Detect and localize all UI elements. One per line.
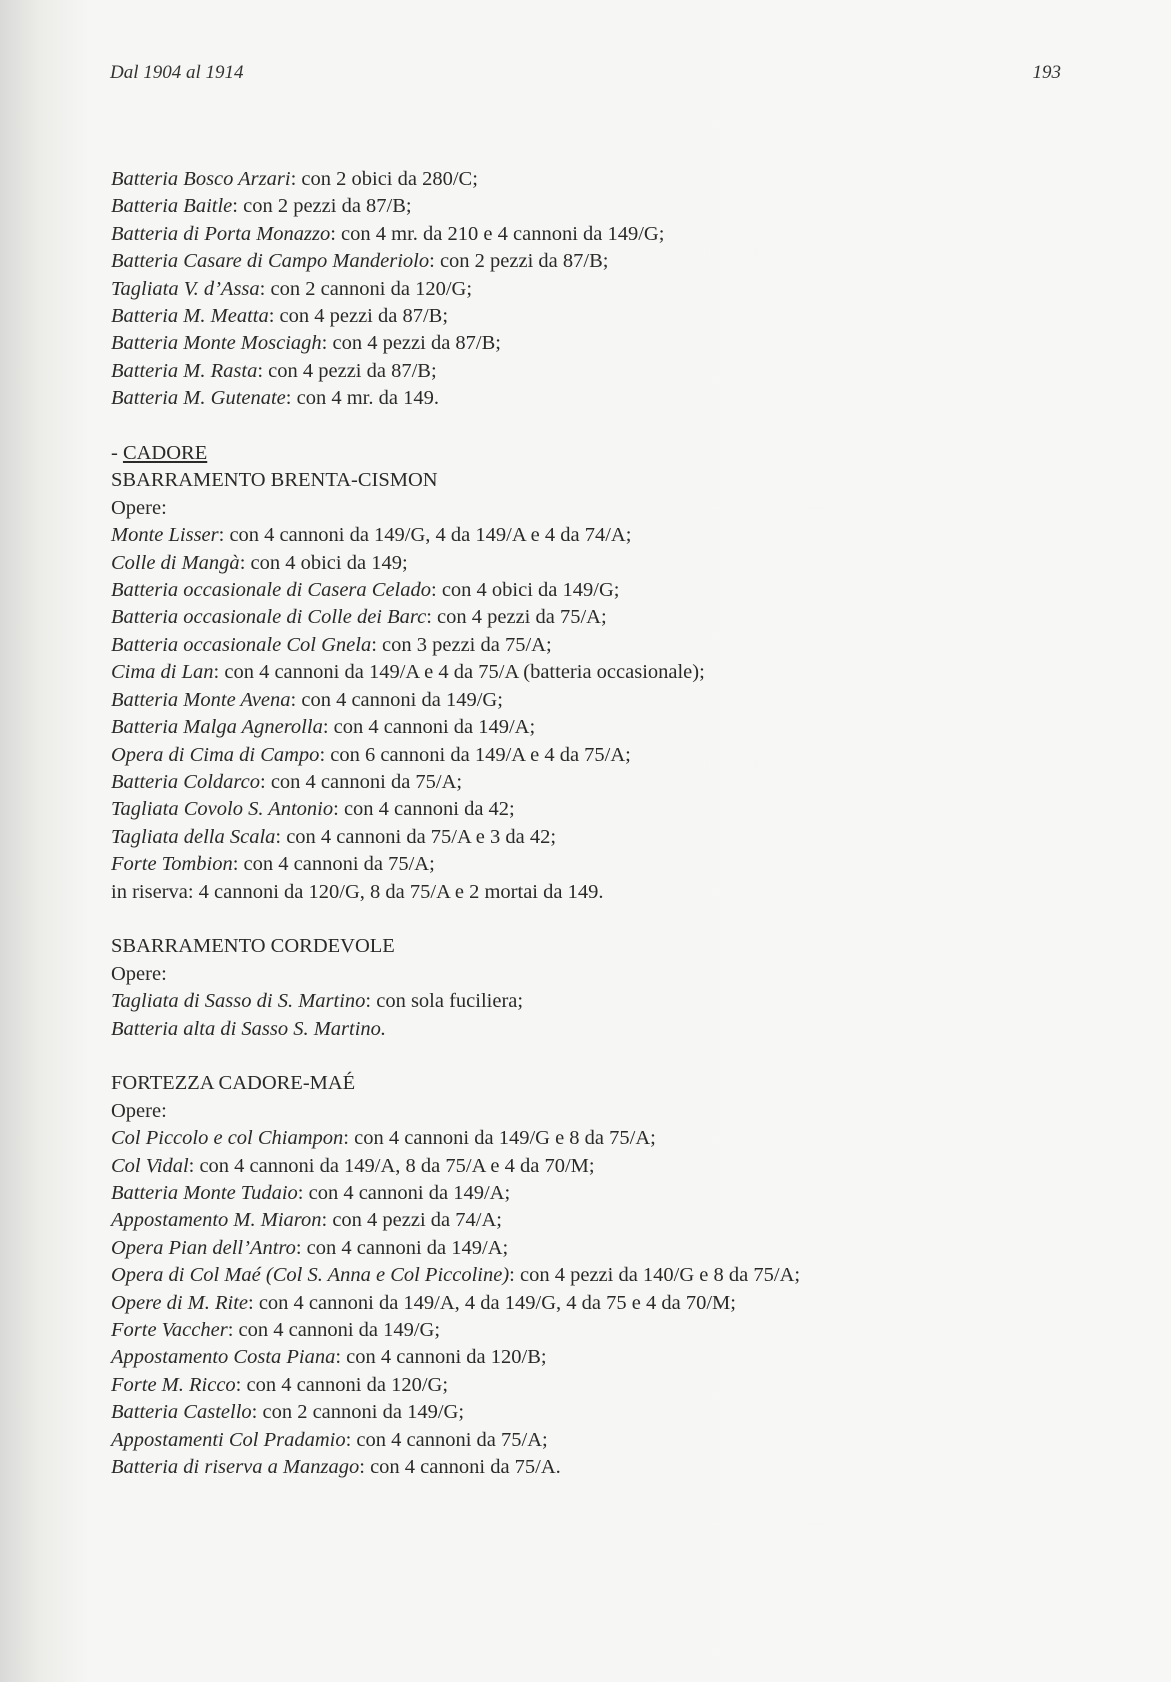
item-name: Tagliata Covolo S. Antonio — [111, 798, 334, 821]
item-description: : con 4 obici da 149; — [239, 551, 408, 574]
page-body — [111, 166, 1071, 1481]
subsection-title: SBARRAMENTO BRENTA-CISMON — [111, 469, 438, 492]
item-description: : con 4 cannoni da 149/G, 4 da 149/A e 4 da 74/A; — [218, 524, 632, 547]
item-description: : con 2 pezzi da 87/B; — [232, 195, 412, 218]
item-description: : con 4 mr. da 149. — [285, 387, 439, 410]
list-item — [111, 714, 1071, 741]
item-name: Batteria M. Gutenate — [111, 387, 286, 410]
item-description: : con 4 cannoni da 149/G; — [227, 1319, 441, 1342]
item-description: : con 2 cannoni da 149/G; — [251, 1401, 465, 1424]
item-name: Batteria alta di Sasso S. Martino. — [111, 1017, 387, 1040]
opere-label: Opere: — [111, 496, 167, 519]
list-item — [111, 988, 1071, 1015]
list-item — [111, 385, 1071, 412]
list-item — [111, 824, 1071, 851]
item-description: : con 4 pezzi da 87/B; — [321, 332, 501, 355]
section-heading-text: CADORE — [122, 442, 208, 465]
list-item — [111, 358, 1071, 385]
battery-list-asiago — [111, 166, 1071, 413]
list-item — [111, 193, 1071, 220]
item-name: Tagliata di Sasso di S. Martino — [111, 990, 366, 1013]
list-item — [111, 248, 1071, 275]
list-item — [111, 1262, 1071, 1289]
reserve-line: in riserva: 4 cannoni da 120/G, 8 da 75/A e 2 mortai da 149. — [111, 880, 604, 903]
item-description: : con 4 obici da 149/G; — [431, 579, 620, 602]
item-description: : con 4 pezzi da 140/G e 8 da 75/A; — [509, 1264, 801, 1287]
list-item — [111, 1290, 1071, 1317]
item-description: : con 4 pezzi da 87/B; — [268, 305, 449, 328]
list-item — [111, 851, 1071, 878]
item-description: : con 4 cannoni da 149/A; — [322, 716, 536, 739]
list-item — [111, 221, 1071, 248]
item-name: Batteria Coldarco — [111, 770, 260, 793]
list-item — [111, 1207, 1071, 1234]
list-item — [111, 1454, 1071, 1481]
opere-label: Opere: — [111, 962, 167, 985]
item-name: Batteria Malga Agnerolla — [111, 716, 323, 739]
item-description: : con 4 cannoni da 75/A; — [345, 1428, 548, 1451]
item-name: Batteria Monte Tudaio — [111, 1181, 298, 1204]
item-name: Batteria di riserva a Manzago — [111, 1456, 360, 1479]
list-item — [111, 1235, 1071, 1262]
list-item — [111, 1125, 1071, 1152]
item-description: : con 4 pezzi da 74/A; — [321, 1209, 502, 1232]
list-item — [111, 1153, 1071, 1180]
item-name: Col Piccolo e col Chiampon — [111, 1127, 344, 1150]
works-list-brenta-cismon — [111, 522, 1071, 878]
list-item — [111, 303, 1071, 330]
list-item — [111, 1344, 1071, 1371]
item-name: Batteria di Porta Monazzo — [111, 222, 331, 245]
item-name: Batteria Baitle — [111, 195, 233, 218]
running-title: Dal 1904 al 1914 — [110, 62, 244, 83]
item-name: Batteria M. Meatta — [111, 305, 269, 328]
item-description: : con 4 cannoni da 120/B; — [335, 1346, 547, 1369]
item-description: : con 3 pezzi da 75/A; — [371, 633, 552, 656]
item-name: Batteria M. Rasta — [111, 359, 258, 382]
item-name: Tagliata V. d’Assa — [111, 277, 260, 300]
list-item — [111, 550, 1071, 577]
item-name: Batteria Monte Mosciagh — [111, 332, 322, 355]
spacer — [111, 413, 1071, 440]
item-description: : con 4 cannoni da 75/A e 3 da 42; — [275, 825, 557, 848]
item-name: Batteria occasionale di Casera Celado — [111, 579, 431, 602]
item-name: Colle di Mangà — [111, 551, 240, 574]
list-item — [111, 1016, 1071, 1043]
item-name: Batteria Casare di Campo Manderiolo — [111, 250, 430, 273]
item-name: Batteria occasionale di Colle dei Barc — [111, 606, 427, 629]
list-item — [111, 632, 1071, 659]
item-description: : con 4 cannoni da 149/A e 4 da 75/A (batteria occasionale); — [213, 661, 705, 684]
item-description: : con 4 cannoni da 75/A. — [359, 1456, 561, 1479]
section-heading-cadore — [111, 440, 1071, 467]
list-item — [111, 1399, 1071, 1426]
item-description: : con 4 cannoni da 149/A; — [295, 1236, 509, 1259]
list-item — [111, 796, 1071, 823]
item-description: : con 6 cannoni da 149/A e 4 da 75/A; — [319, 743, 631, 766]
item-name: Opera di Cima di Campo — [111, 743, 320, 766]
item-description: : con sola fuciliera; — [365, 990, 524, 1013]
item-name: Batteria Bosco Arzari — [111, 168, 291, 190]
item-description: : con 4 cannoni da 75/A; — [232, 853, 435, 876]
list-item — [111, 742, 1071, 769]
section-prefix: - — [111, 442, 123, 465]
item-description: : con 4 cannoni da 42; — [333, 798, 515, 821]
spacer — [111, 1043, 1071, 1070]
item-name: Opera Pian dell’Antro — [111, 1236, 296, 1259]
item-description: : con 4 cannoni da 149/G; — [290, 688, 503, 711]
works-list-cadore-mae — [111, 1125, 1071, 1481]
item-description: : con 4 pezzi da 87/B; — [257, 359, 437, 382]
list-item — [111, 276, 1071, 303]
item-name: Appostamento Costa Piana — [111, 1346, 336, 1369]
subsection-title: SBARRAMENTO CORDEVOLE — [111, 935, 395, 958]
item-name: Appostamento M. Miaron — [111, 1209, 322, 1232]
spacer — [111, 906, 1071, 933]
item-name: Tagliata della Scala — [111, 825, 276, 848]
list-item — [111, 166, 1071, 193]
item-description: : con 4 cannoni da 149/A; — [297, 1181, 511, 1204]
works-list-cordevole — [111, 988, 1071, 1043]
list-item — [111, 330, 1071, 357]
subsection-title: FORTEZZA CADORE-MAÉ — [111, 1072, 356, 1095]
item-name: Forte M. Ricco — [111, 1373, 236, 1396]
item-description: : con 4 cannoni da 149/A, 4 da 149/G, 4 da 75 e 4 da 70/M; — [248, 1291, 736, 1314]
list-item — [111, 522, 1071, 549]
item-description: : con 4 cannoni da 149/G e 8 da 75/A; — [343, 1127, 656, 1150]
list-item — [111, 1317, 1071, 1344]
list-item — [111, 1427, 1071, 1454]
item-name: Batteria occasionale Col Gnela — [111, 633, 372, 656]
item-description: : con 4 pezzi da 75/A; — [426, 606, 607, 629]
list-item — [111, 659, 1071, 686]
item-description: : con 2 cannoni da 120/G; — [259, 277, 473, 300]
item-description: : con 4 cannoni da 149/A, 8 da 75/A e 4 da 70/M; — [188, 1154, 595, 1177]
item-description: : con 4 mr. da 210 e 4 cannoni da 149/G; — [330, 222, 665, 245]
item-name: Batteria Castello — [111, 1401, 252, 1424]
page-number: 193 — [1032, 62, 1061, 83]
item-name: Appostamenti Col Pradamio — [111, 1428, 346, 1451]
item-name: Opere di M. Rite — [111, 1291, 249, 1314]
list-item — [111, 1180, 1071, 1207]
list-item — [111, 1372, 1071, 1399]
item-description: : con 2 pezzi da 87/B; — [429, 250, 609, 273]
item-name: Batteria Monte Avena — [111, 688, 291, 711]
list-item — [111, 577, 1071, 604]
item-name: Monte Lisser — [111, 524, 219, 547]
item-description: : con 4 cannoni da 75/A; — [260, 770, 463, 793]
list-item — [111, 687, 1071, 714]
item-name: Cima di Lan — [111, 661, 214, 684]
list-item — [111, 604, 1071, 631]
item-description: : con 4 cannoni da 120/G; — [235, 1373, 449, 1396]
item-description: : con 2 obici da 280/C; — [290, 168, 478, 190]
opere-label: Opere: — [111, 1099, 167, 1122]
item-name: Forte Vaccher — [111, 1319, 228, 1342]
item-name: Forte Tombion — [111, 853, 233, 876]
item-name: Opera di Col Maé (Col S. Anna e Col Piccoline) — [111, 1264, 510, 1287]
list-item — [111, 769, 1071, 796]
item-name: Col Vidal — [111, 1154, 189, 1177]
